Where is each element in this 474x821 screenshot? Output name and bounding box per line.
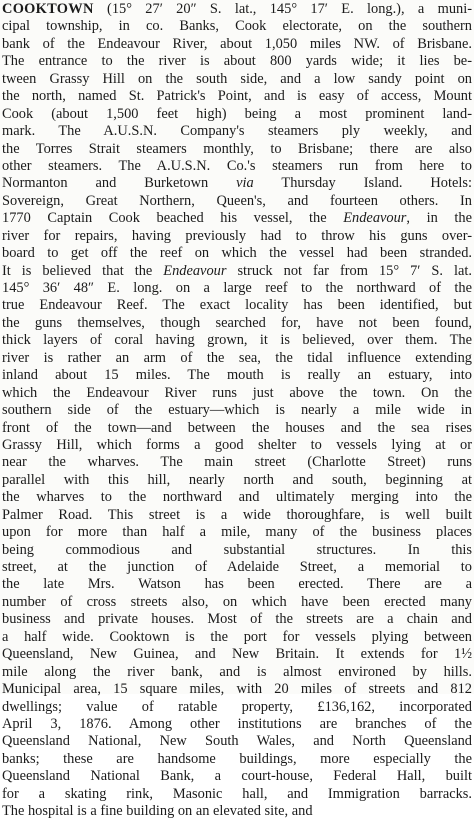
entry-line-27: near the wharves. The main street (Charlotte Street) runs bbox=[2, 454, 472, 471]
entry-line-25: front of the town—and between the houses and the sea rises bbox=[2, 419, 472, 436]
entry-line-4: The entrance to the river is about 800 yards wide; it lies be- bbox=[2, 53, 472, 70]
entry-line-11: Normanton and Burketown via Thursday Island. Hotels: bbox=[2, 175, 472, 192]
entry-line-19: the guns themselves, though searched for, have not been found, bbox=[2, 314, 472, 331]
entry-line-21: river is rather an arm of the sea, the tidal influence extending bbox=[2, 349, 472, 366]
entry-line-29: the wharves to the northward and ultimately merging into the bbox=[2, 489, 472, 506]
entry-line-23: which the Endeavour River runs just above the town. On the bbox=[2, 384, 472, 401]
entry-line-9: the Torres Strait steamers monthly, to Brisbane; there are also bbox=[2, 140, 472, 157]
entry-line-44: banks; these are handsome buildings, more especially the bbox=[2, 750, 472, 767]
entry-line-34: the late Mrs. Watson has been erected. There are a bbox=[2, 576, 472, 593]
entry-line-39: mile along the river bank, and is almost environed by hills. bbox=[2, 663, 472, 680]
entry-line-10: other steamers. The A.U.S.N. Co.'s steamers run from here to bbox=[2, 157, 472, 174]
entry-line-43: Queensland National, New South Wales, and North Queensland bbox=[2, 733, 472, 750]
entry-line-6: the north, named St. Patrick's Point, and is easy of access, Mount bbox=[2, 88, 472, 105]
entry-line-40: Municipal area, 15 square miles, with 20 miles of streets and 812 bbox=[2, 681, 472, 698]
entry-line-37: a half wide. Cooktown is the port for vessels plying between bbox=[2, 628, 472, 645]
entry-line-41: dwellings; value of ratable property, £136,162, incorporated bbox=[2, 698, 472, 715]
entry-line-42: April 3, 1876. Among other institutions are branches of the bbox=[2, 715, 472, 732]
entry-line-17: 145° 36′ 48″ E. long. on a large reef to the northward of the bbox=[2, 280, 472, 296]
entry-line-26: Grassy Hill, which forms a good shelter to vessels lying at or bbox=[2, 436, 472, 453]
entry-line-1-text: (15° 27′ 20″ S. lat., 145° 17′ E. long.), a muni- bbox=[93, 1, 472, 17]
entry-line-14: river for repairs, having previously had to throw his guns over- bbox=[2, 227, 472, 244]
entry-line-36: business and private houses. Most of the streets are a chain and bbox=[2, 611, 472, 628]
entry-line-18: true Endeavour Reef. The exact locality has been identified, but bbox=[2, 297, 472, 314]
entry-line-45: Queensland National Bank, a court-house, Federal Hall, built bbox=[2, 768, 472, 785]
entry-headword: COOKTOWN bbox=[2, 1, 94, 17]
entry-line-30: Palmer Road. This street is a wide thoroughfare, is well built bbox=[2, 506, 472, 523]
entry-line-3: bank of the Endeavour River, about 1,050 miles NW. of Brisbane. bbox=[2, 35, 472, 52]
entry-line-24: southern side of the estuary—which is nearly a mile wide in bbox=[2, 402, 472, 419]
entry-line-31: upon for more than half a mile, many of the business places bbox=[2, 524, 472, 541]
entry-line-35: number of cross streets also, on which have been erected many bbox=[2, 593, 472, 610]
entry-line-28: parallel with this hill, nearly north and south, beginning at bbox=[2, 471, 472, 488]
entry-line-15: board to get off the reef on which the vessel had been stranded. bbox=[2, 245, 472, 262]
entry-line-2: cipal township, in co. Banks, Cook electorate, on the southern bbox=[2, 18, 472, 35]
entry-line-47: The hospital is a fine building on an elevated site, and bbox=[2, 803, 313, 820]
entry-line-12: Sovereign, Great Northern, Queen's, and fourteen others. In bbox=[2, 192, 472, 209]
gazetteer-entry bbox=[2, 1, 472, 821]
entry-line-1 bbox=[2, 1, 472, 18]
entry-line-5: tween Grassy Hill on the south side, and a low sandy point on bbox=[2, 70, 472, 87]
entry-line-22: inland about 15 miles. The mouth is really an estuary, into bbox=[2, 367, 472, 384]
entry-line-8: mark. The A.U.S.N. Company's steamers ply weekly, and bbox=[2, 123, 472, 140]
entry-line-7: Cook (about 1,500 feet high) being a most prominent land- bbox=[2, 105, 472, 122]
entry-line-46: for a skating rink, Masonic hall, and Immigration barracks. bbox=[2, 785, 472, 802]
entry-line-38: Queensland, New Guinea, and New Britain. It extends for 1½ bbox=[2, 646, 472, 663]
entry-line-20: thick layers of coral having grown, it is believed, over them. The bbox=[2, 332, 472, 349]
entry-line-32: being commodious and substantial structures. In this bbox=[2, 541, 472, 558]
entry-line-13: 1770 Captain Cook beached his vessel, the Endeavour, in the bbox=[2, 210, 472, 227]
entry-line-33: street, at the junction of Adelaide Street, a memorial to bbox=[2, 559, 472, 575]
entry-line-16: It is believed that the Endeavour struck not far from 15° 7′ S. lat. bbox=[2, 262, 473, 279]
